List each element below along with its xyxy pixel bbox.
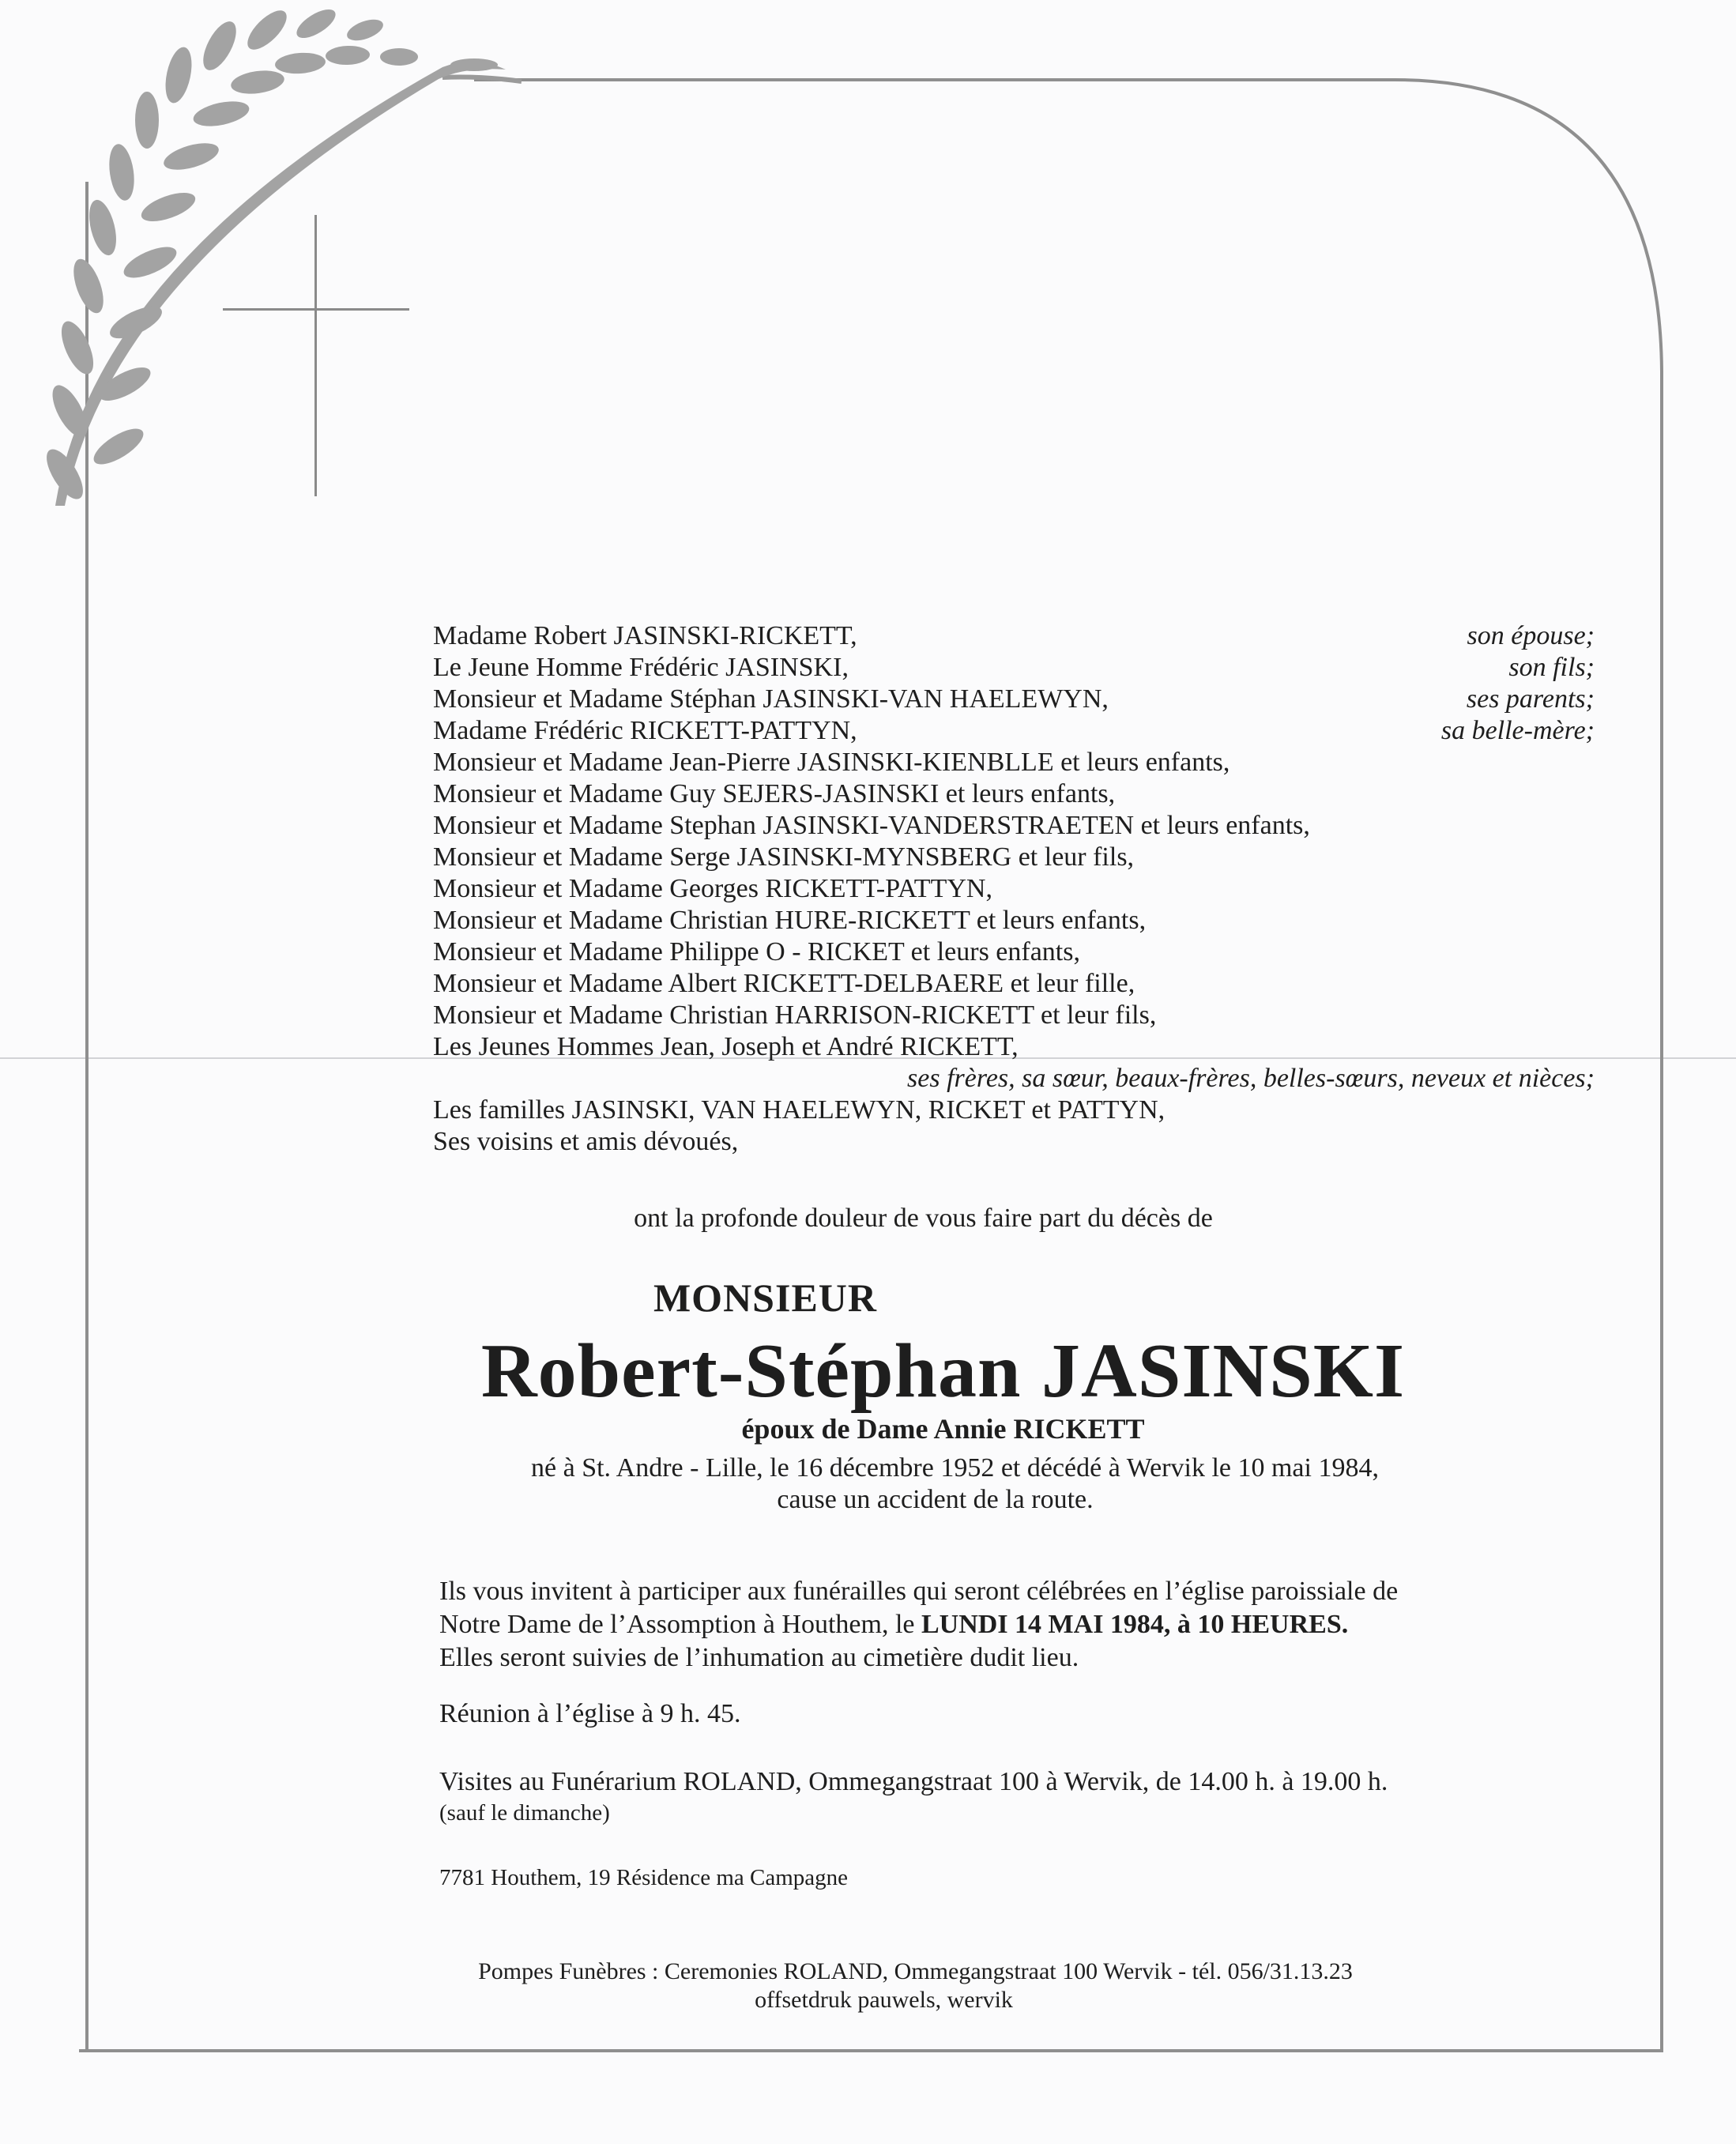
visits-line: Visites au Funérarium ROLAND, Ommegangstraat 100 à Wervik, de 14.00 h. à 19.00 h. bbox=[439, 1767, 1388, 1796]
funeral-line-1: Ils vous invitent à participer aux funérailles qui seront célébrées en l’église paroissiale de bbox=[439, 1577, 1399, 1606]
reunion-line: Réunion à l’église à 9 h. 45. bbox=[439, 1699, 741, 1728]
relative-name: Les Jeunes Hommes Jean, Joseph et André RICKETT, bbox=[433, 1032, 1019, 1061]
funeral-line-2 bbox=[439, 1608, 1398, 1641]
funeral-datetime: LUNDI 14 MAI 1984, à 10 HEURES. bbox=[921, 1610, 1349, 1639]
list-item bbox=[433, 968, 1595, 1000]
list-item bbox=[433, 620, 1595, 652]
relative-name: Monsieur et Madame Albert RICKETT-DELBAERE et leur fille, bbox=[433, 969, 1135, 998]
list-item bbox=[433, 1031, 1595, 1063]
funeral-line-2-prefix: Notre Dame de l’Assomption à Houthem, le bbox=[439, 1610, 921, 1639]
relative-name: Monsieur et Madame Guy SEJERS-JASINSKI et leurs enfants, bbox=[433, 779, 1116, 808]
cross-icon bbox=[223, 215, 412, 499]
relative-name: Madame Frédéric RICKETT-PATTYN, bbox=[433, 716, 857, 745]
list-item bbox=[433, 1126, 1595, 1158]
funeral-paragraph bbox=[439, 1575, 1398, 1675]
relative-name: Monsieur et Madame Stephan JASINSKI-VANDERSTRAETEN et leurs enfants, bbox=[433, 811, 1310, 840]
cause-line: cause un accident de la route. bbox=[777, 1485, 1094, 1514]
relative-relation: son fils; bbox=[1508, 653, 1595, 682]
deceased-name: Robert-Stéphan JASINSKI bbox=[480, 1328, 1406, 1414]
relatives-list bbox=[433, 620, 1595, 1158]
relative-name: Monsieur et Madame Georges RICKETT-PATTYN, bbox=[433, 874, 992, 903]
relative-name: Monsieur et Madame Philippe O - RICKET et leurs enfants, bbox=[433, 937, 1080, 966]
relative-relation: sa belle-mère; bbox=[1440, 716, 1595, 745]
families-line: Les familles JASINSKI, VAN HAELEWYN, RICKET et PATTYN, bbox=[433, 1095, 1165, 1125]
list-item bbox=[433, 905, 1595, 936]
list-item bbox=[433, 684, 1595, 715]
announcement: ont la profonde douleur de vous faire part du décès de bbox=[634, 1204, 1213, 1233]
relative-name: Monsieur et Madame Christian HARRISON-RICKETT et leur fils, bbox=[433, 1000, 1157, 1030]
siblings-relation: ses frères, sa sœur, beaux-frères, belles-sœurs, neveux et nièces; bbox=[907, 1064, 1595, 1093]
visits-note: (sauf le dimanche) bbox=[439, 1800, 610, 1826]
undertaker-line: Pompes Funèbres : Ceremonies ROLAND, Ommegangstraat 100 Wervik - tél. 056/31.13.23 bbox=[478, 1958, 1353, 1984]
list-item bbox=[433, 842, 1595, 873]
printer-line: offsetdruk pauwels, wervik bbox=[755, 1987, 1013, 2013]
list-item bbox=[433, 778, 1595, 810]
relative-name: Madame Robert JASINSKI-RICKETT, bbox=[433, 621, 857, 650]
relative-name: Monsieur et Madame Jean-Pierre JASINSKI-KIENBLLE et leurs enfants, bbox=[433, 748, 1230, 777]
list-item bbox=[433, 810, 1595, 842]
list-item bbox=[433, 873, 1595, 905]
relative-relation: son épouse; bbox=[1467, 621, 1595, 650]
address-line: 7781 Houthem, 19 Résidence ma Campagne bbox=[439, 1865, 849, 1890]
list-item bbox=[433, 1000, 1595, 1031]
list-item bbox=[433, 747, 1595, 778]
visits-paragraph bbox=[439, 1765, 1388, 1827]
relative-name: Monsieur et Madame Stéphan JASINSKI-VAN HAELEWYN, bbox=[433, 684, 1109, 714]
list-item bbox=[433, 715, 1595, 747]
birth-death-line: né à St. Andre - Lille, le 16 décembre 1952 et décédé à Wervik le 10 mai 1984, bbox=[531, 1453, 1379, 1483]
relative-name: Monsieur et Madame Serge JASINSKI-MYNSBERG et leur fils, bbox=[433, 842, 1135, 872]
list-item bbox=[433, 936, 1595, 968]
neighbours-line: Ses voisins et amis dévoués, bbox=[433, 1127, 739, 1156]
siblings-relation-row bbox=[433, 1063, 1595, 1095]
honorific: MONSIEUR bbox=[653, 1275, 878, 1320]
spouse-line: époux de Dame Annie RICKETT bbox=[741, 1413, 1145, 1445]
list-item bbox=[433, 1095, 1595, 1126]
funeral-line-3: Elles seront suivies de l’inhumation au cimetière dudit lieu. bbox=[439, 1643, 1079, 1672]
relative-name: Le Jeune Homme Frédéric JASINSKI, bbox=[433, 653, 849, 682]
relative-relation: ses parents; bbox=[1466, 684, 1595, 714]
relative-name: Monsieur et Madame Christian HURE-RICKETT et leurs enfants, bbox=[433, 906, 1147, 935]
list-item bbox=[433, 652, 1595, 684]
